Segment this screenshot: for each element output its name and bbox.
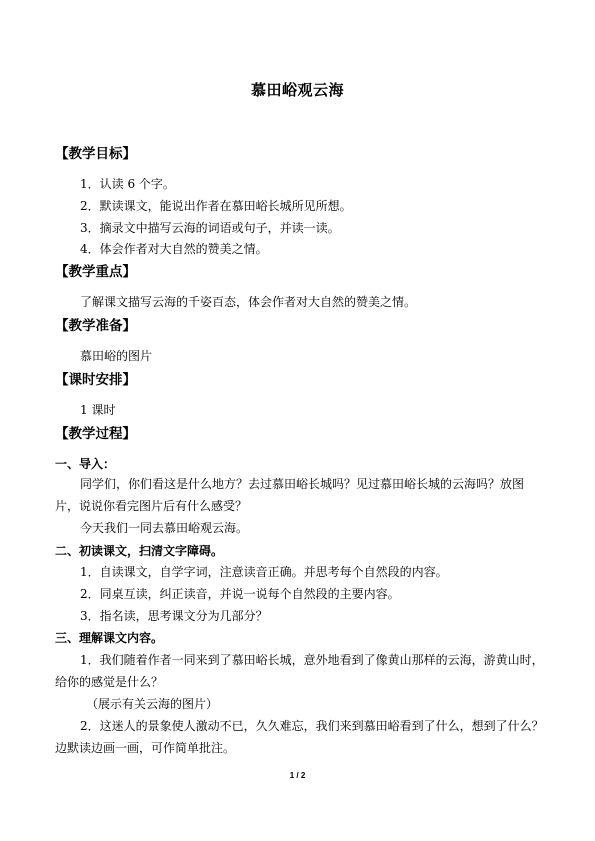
- objective-item: 2．默读课文，能说出作者在慕田峪长城所见所想。: [80, 199, 352, 213]
- schedule-text: 1 课时: [80, 403, 116, 417]
- objective-item: 4．体会作者对大自然的赞美之情。: [80, 242, 268, 256]
- process-step-line: 边默读边画一画，可作简单批注。: [55, 741, 236, 755]
- process-step-line: 2．这迷人的景象使人激动不已，久久难忘，我们来到慕田峪看到了什么，想到了什么？: [80, 719, 544, 733]
- page-number: 1 / 2: [289, 771, 306, 780]
- process-step-line: 2．同桌互读，纠正读音，并说一说每个自然段的主要内容。: [80, 587, 400, 601]
- section-heading-key-points: 【教学重点】: [55, 264, 136, 280]
- section-heading-process: 【教学过程】: [55, 426, 136, 442]
- process-step-line: （展示有关云海的图片）: [86, 697, 219, 711]
- section-heading-preparation: 【教学准备】: [55, 318, 136, 334]
- preparation-text: 慕田峪的图片: [80, 349, 153, 363]
- process-step-heading: 一、导入：: [55, 457, 116, 471]
- process-step-line: 给你的感觉是什么？: [55, 675, 164, 689]
- process-step-heading: 三、理解课文内容。: [55, 631, 164, 645]
- process-step-line: 今天我们一同去慕田峪观云海。: [80, 521, 249, 535]
- process-step-line: 片，说说你看完图片后有什么感受？: [55, 499, 248, 513]
- process-step-line: 3．指名读，思考课文分为几部分？: [80, 609, 268, 623]
- objective-item: 1．认读 6 个字。: [80, 177, 175, 191]
- section-heading-objectives: 【教学目标】: [55, 146, 136, 162]
- objective-item: 3．摘录文中描写云海的词语或句子，并读一读。: [80, 221, 340, 235]
- process-step-heading: 二、初读课文，扫清文字障碍。: [55, 544, 224, 558]
- process-step-line: 同学们，你们看这是什么地方？去过慕田峪长城吗？见过慕田峪长城的云海吗？放图: [80, 477, 525, 491]
- document-title: 慕田峪观云海: [250, 81, 344, 99]
- key-point-text: 了解课文描写云海的千姿百态，体会作者对大自然的赞美之情。: [80, 295, 417, 309]
- section-heading-schedule: 【课时安排】: [55, 372, 136, 388]
- process-step-line: 1．我们随着作者一同来到了慕田峪长城，意外地看到了像黄山那样的云海，游黄山时，: [80, 653, 544, 667]
- process-step-line: 1．自读课文，自学字词，注意读音正确。并思考每个自然段的内容。: [80, 565, 448, 579]
